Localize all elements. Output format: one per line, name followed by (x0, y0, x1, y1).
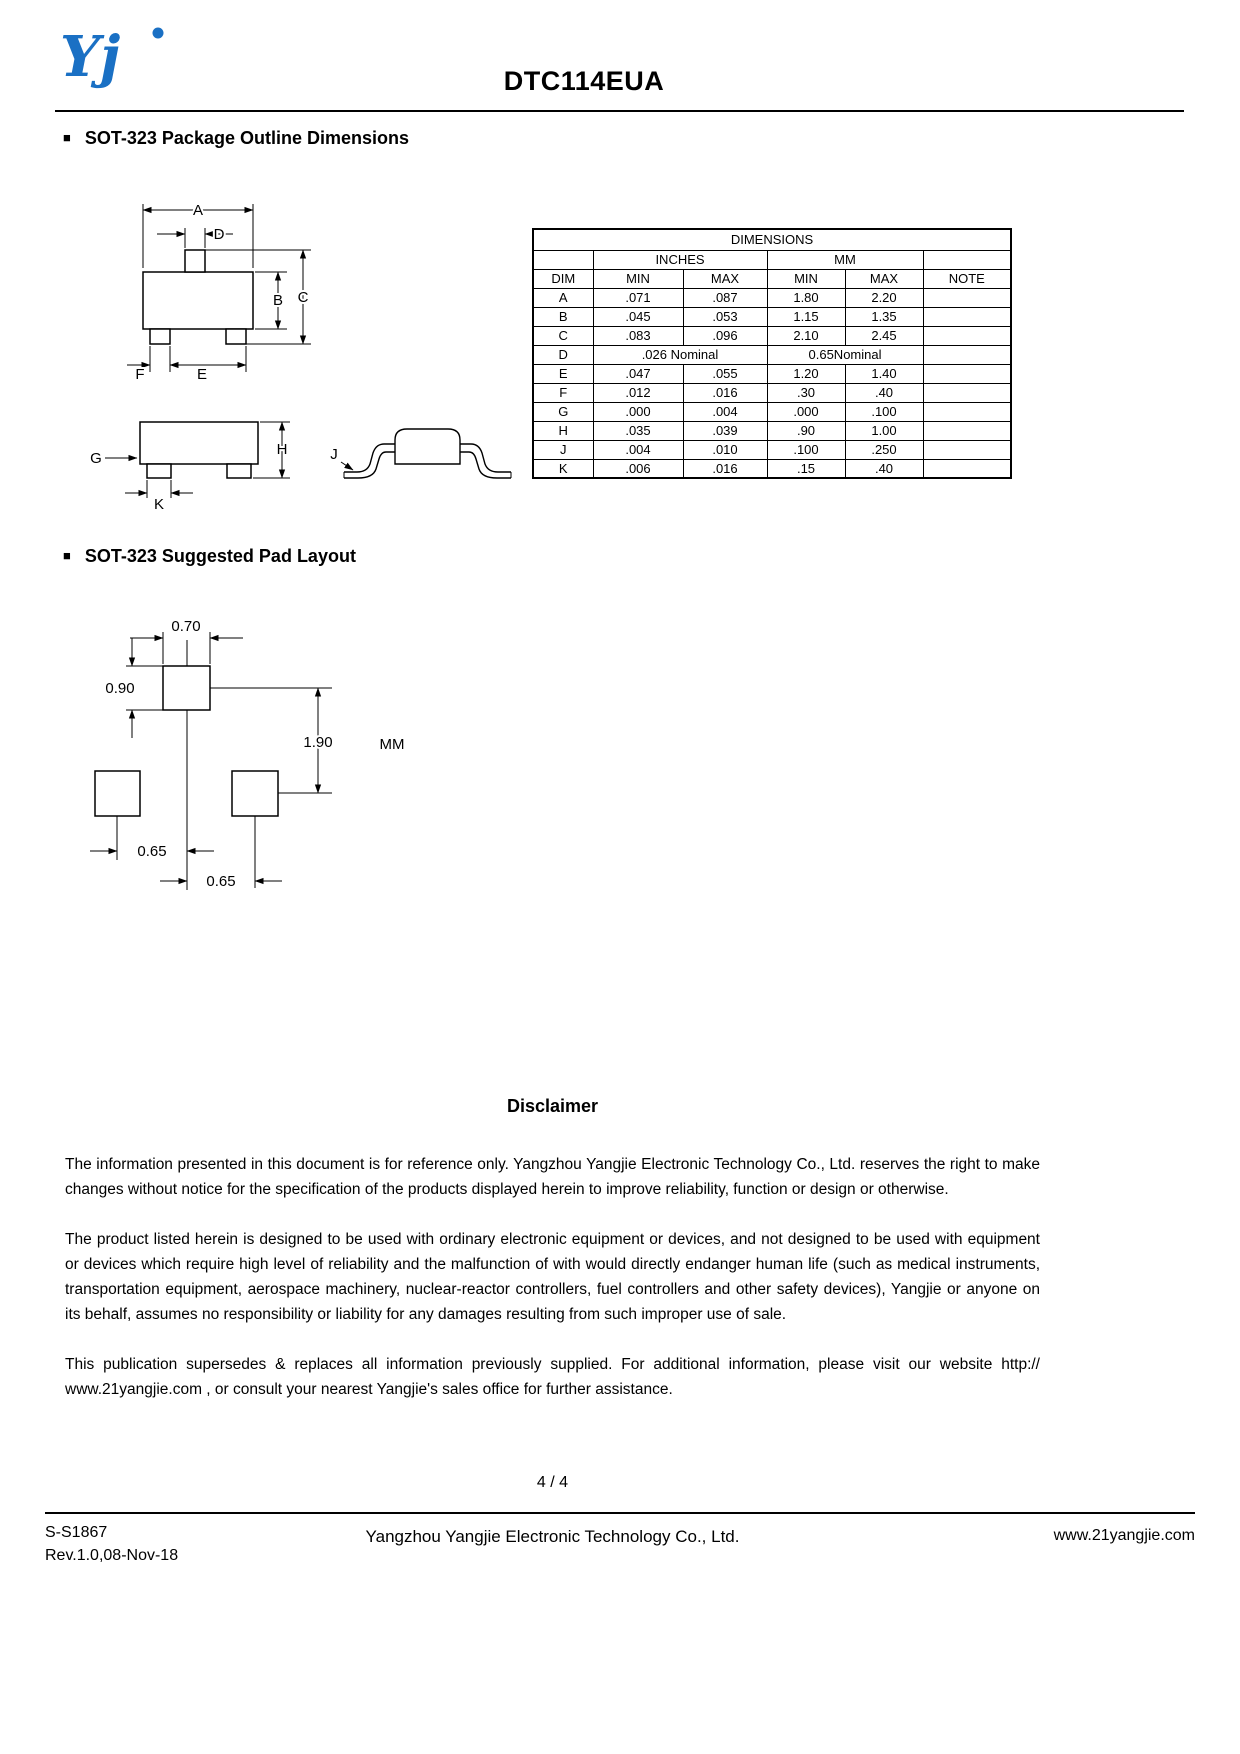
col-dim: DIM (533, 269, 593, 288)
note-cell (923, 421, 1011, 440)
dim-cell: C (533, 326, 593, 345)
mm-max-cell: 2.20 (845, 288, 923, 307)
disclaimer-paragraph-1: The information presented in this document is for reference only. Yangzhou Yangjie Electronic Technology Co., Ltd. reserves the right to make changes without notice for the specification of the products displayed herein to improve reliability, function or design or otherwise. (65, 1156, 1040, 1198)
header-divider (55, 110, 1184, 112)
inch-max-cell: .087 (683, 288, 767, 307)
col-note: NOTE (923, 269, 1011, 288)
doc-revision: Rev.1.0,08-Nov-18 (45, 1547, 179, 1564)
col-group-inches: INCHES (593, 250, 767, 269)
table-row (533, 288, 1011, 307)
table-row (533, 307, 1011, 326)
dim-label-k: K (153, 496, 165, 512)
inch-max-cell: .053 (683, 307, 767, 326)
dim-cell: K (533, 459, 593, 478)
dim-label-c: C (297, 289, 309, 306)
disclaimer-title: Disclaimer (506, 1096, 599, 1116)
section-pad-label: SOT-323 Suggested Pad Layout (84, 546, 356, 566)
mm-max-cell: 1.00 (845, 421, 923, 440)
dim-label-a: A (192, 202, 204, 219)
mm-min-cell: 1.15 (767, 307, 845, 326)
mm-max-cell: .40 (845, 383, 923, 402)
table-row (533, 345, 1011, 364)
mm-min-cell: .000 (767, 402, 845, 421)
disclaimer-paragraph-3: This publication supersedes & replaces all information previously supplied. For additional information, please visit our website http:// www.21yangjie.com , or consult your nearest Yangjie's sales office for further assistance. (65, 1356, 1040, 1398)
dim-cell: H (533, 421, 593, 440)
mm-span-cell: 0.65Nominal (767, 345, 923, 364)
inch-min-cell: .006 (593, 459, 683, 478)
inch-min-cell: .012 (593, 383, 683, 402)
dim-cell: A (533, 288, 593, 307)
note-cell (923, 383, 1011, 402)
inch-max-cell: .016 (683, 383, 767, 402)
dim-cell: D (533, 345, 593, 364)
doc-code: S-S1867 (45, 1524, 108, 1541)
page-title: DTC114EUA (503, 66, 665, 96)
table-row (533, 459, 1011, 478)
page-number: 4 / 4 (536, 1474, 569, 1491)
mm-min-cell: .30 (767, 383, 845, 402)
mm-max-cell: .100 (845, 402, 923, 421)
dim-cell: F (533, 383, 593, 402)
inch-min-cell: .047 (593, 364, 683, 383)
logo-dot-icon (153, 28, 164, 39)
note-cell (923, 326, 1011, 345)
dim-cell: B (533, 307, 593, 326)
dim-cell: G (533, 402, 593, 421)
dimensions-table (532, 228, 1012, 479)
table-title: DIMENSIONS (533, 229, 1011, 250)
inch-min-cell: .071 (593, 288, 683, 307)
table-title-row (533, 229, 1011, 250)
mm-max-cell: .250 (845, 440, 923, 459)
note-cell (923, 440, 1011, 459)
mm-max-cell: .40 (845, 459, 923, 478)
mm-min-cell: .15 (767, 459, 845, 478)
inch-min-cell: .083 (593, 326, 683, 345)
empty-cell (923, 250, 1011, 269)
note-cell (923, 345, 1011, 364)
table-row (533, 440, 1011, 459)
section-bullet-icon: ■ (63, 548, 71, 563)
dim-label-h: H (276, 441, 288, 458)
col-mm-min: MIN (767, 269, 845, 288)
table-header-row (533, 269, 1011, 288)
bottom-right-pad (232, 771, 278, 816)
top-pad (163, 666, 210, 710)
inch-max-cell: .039 (683, 421, 767, 440)
disclaimer-paragraph-2: The product listed herein is designed to be used with ordinary electronic equipment or devices, and not designed to be used with equipment or devices which require high level of reliability and the malfunction of with would directly endanger human life (such as medical instruments, transportation equipment, aerospace machinery, nuclear-reactor controllers, fuel controllers and other safety devices), Yangjie or anyone on its behalf, assumes no responsibility or liability for any damages resulting from such improper use of sale. (65, 1231, 1040, 1323)
note-cell (923, 402, 1011, 421)
footer-website: www.21yangjie.com (1053, 1527, 1195, 1544)
dim-label-d: D (213, 226, 225, 243)
col-mm-max: MAX (845, 269, 923, 288)
col-group-mm: MM (767, 250, 923, 269)
inch-max-cell: .096 (683, 326, 767, 345)
note-cell (923, 307, 1011, 326)
mm-min-cell: 1.80 (767, 288, 845, 307)
pad-dim-hpitch-2: 0.65 (206, 873, 236, 890)
empty-cell (533, 250, 593, 269)
dim-cell: J (533, 440, 593, 459)
dim-label-g: G (90, 450, 102, 467)
section-outline-label: SOT-323 Package Outline Dimensions (84, 128, 409, 148)
pad-dim-hpitch-1: 0.65 (137, 843, 167, 860)
pad-dim-width: 0.70 (171, 618, 201, 635)
table-row (533, 421, 1011, 440)
note-cell (923, 288, 1011, 307)
inch-max-cell: .010 (683, 440, 767, 459)
inch-min-cell: .035 (593, 421, 683, 440)
note-cell (923, 459, 1011, 478)
footer-company: Yangzhou Yangjie Electronic Technology Co., Ltd. (365, 1527, 740, 1546)
mm-min-cell: .90 (767, 421, 845, 440)
section-outline-heading (63, 128, 409, 149)
logo-text: Yj (60, 24, 121, 90)
mm-max-cell: 1.40 (845, 364, 923, 383)
pad-layout-drawing (70, 598, 490, 918)
table-row (533, 364, 1011, 383)
footer-divider (45, 1512, 1195, 1514)
inch-span-cell: .026 Nominal (593, 345, 767, 364)
table-row (533, 402, 1011, 421)
note-cell (923, 364, 1011, 383)
bottom-left-pad (95, 771, 140, 816)
pad-dim-vertical-pitch: 1.90 (303, 734, 333, 751)
section-bullet-icon: ■ (63, 130, 71, 145)
pad-unit-label: MM (379, 736, 405, 753)
mm-min-cell: 2.10 (767, 326, 845, 345)
inch-max-cell: .004 (683, 402, 767, 421)
package-outline-drawing (50, 182, 520, 512)
table-row (533, 383, 1011, 402)
dim-label-b: B (272, 292, 284, 309)
inch-min-cell: .000 (593, 402, 683, 421)
col-inch-min: MIN (593, 269, 683, 288)
mm-min-cell: .100 (767, 440, 845, 459)
mm-min-cell: 1.20 (767, 364, 845, 383)
dim-label-j: J (330, 446, 338, 463)
disclaimer-body (65, 1152, 1040, 1427)
inch-max-cell: .016 (683, 459, 767, 478)
table-row (533, 326, 1011, 345)
inch-min-cell: .004 (593, 440, 683, 459)
pad-dim-height: 0.90 (105, 680, 135, 697)
inch-min-cell: .045 (593, 307, 683, 326)
dim-label-f: F (135, 366, 145, 383)
section-pad-heading (63, 546, 356, 567)
dim-cell: E (533, 364, 593, 383)
mm-max-cell: 2.45 (845, 326, 923, 345)
col-inch-max: MAX (683, 269, 767, 288)
dim-label-e: E (196, 366, 208, 383)
table-group-row (533, 250, 1011, 269)
inch-max-cell: .055 (683, 364, 767, 383)
mm-max-cell: 1.35 (845, 307, 923, 326)
